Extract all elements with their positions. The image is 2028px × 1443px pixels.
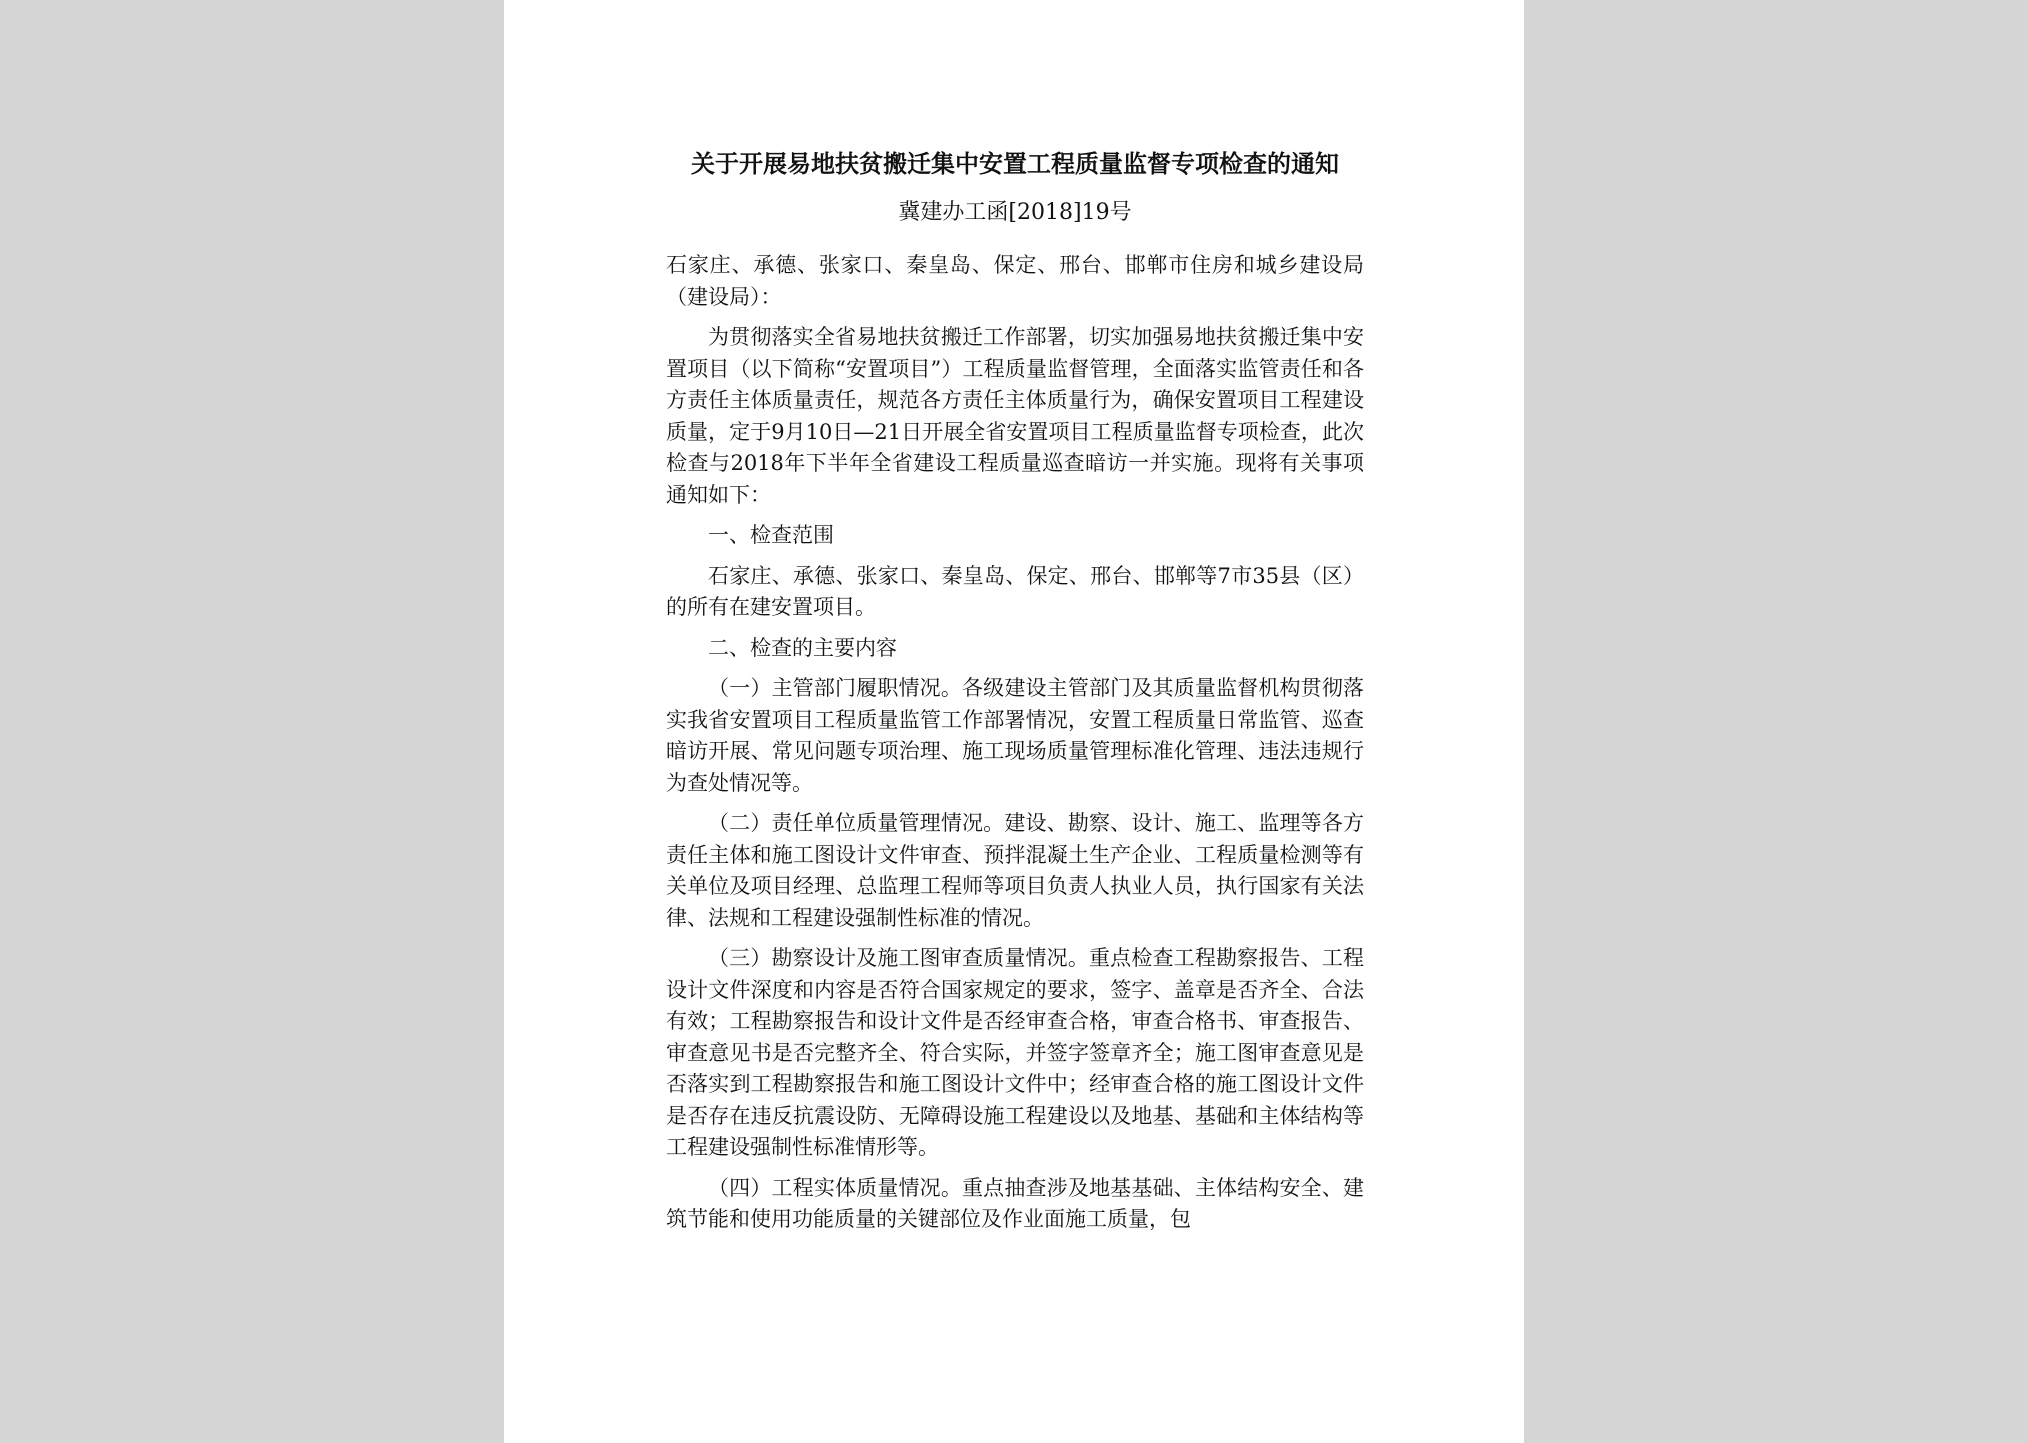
content-item-2: （二）责任单位质量管理情况。建设、勘察、设计、施工、监理等各方责任主体和施工图设计文件审查、预拌混凝土生产企业、工程质量检测等有关单位及项目经理、总监理工程师等项目负责人执业人员，执行国家有关法律、法规和工程建设强制性标准的情况。	[666, 811, 1364, 930]
document-title: 关于开展易地扶贫搬迁集中安置工程质量监督专项检查的通知	[691, 150, 1339, 178]
section-heading-scope: 一、检查范围	[708, 523, 834, 547]
document-number: 冀建办工函[2018]19号	[898, 200, 1132, 225]
content-item-3: （三）勘察设计及施工图审查质量情况。重点检查工程勘察报告、工程设计文件深度和内容是否符合国家规定的要求，签字、盖章是否齐全、合法有效；工程勘察报告和设计文件是否经审查合格，审查合格书、审查报告、审查意见书是否完整齐全、符合实际，并签字签章齐全；施工图审查意见是否落实到工程勘察报告和施工图设计文件中；经审查合格的施工图设计文件是否存在违反抗震设防、无障碍设施工程建设以及地基、基础和主体结构等工程建设强制性标准情形等。	[666, 946, 1364, 1159]
content-item-4: （四）工程实体质量情况。重点抽查涉及地基基础、主体结构安全、建筑节能和使用功能质量的关键部位及作业面施工质量，包	[666, 1175, 1364, 1231]
intro-paragraph: 为贯彻落实全省易地扶贫搬迁工作部署，切实加强易地扶贫搬迁集中安置项目（以下简称“安置项目”）工程质量监督管理，全面落实监管责任和各方责任主体质量责任，规范各方责任主体质量行为，确保安置项目工程建设质量，定于9月10日—21日开展全省安置项目工程质量监督专项检查，此次检查与2018年下半年全省建设工程质量巡查暗访一并实施。现将有关事项通知如下：	[666, 325, 1364, 507]
scope-paragraph: 石家庄、承德、张家口、秦皇岛、保定、邢台、邯郸等7市35县（区）的所有在建安置项目。	[666, 563, 1364, 619]
document-page	[504, 0, 1524, 1443]
content-item-1: （一）主管部门履职情况。各级建设主管部门及其质量监督机构贯彻落实我省安置项目工程质量监管工作部署情况，安置工程质量日常监管、巡查暗访开展、常见问题专项治理、施工现场质量管理标准化管理、违法违规行为查处情况等。	[666, 676, 1364, 795]
section-heading-content: 二、检查的主要内容	[708, 635, 897, 660]
addressee-paragraph: 石家庄、承德、张家口、秦皇岛、保定、邢台、邯郸市住房和城乡建设局（建设局）：	[666, 253, 1364, 309]
